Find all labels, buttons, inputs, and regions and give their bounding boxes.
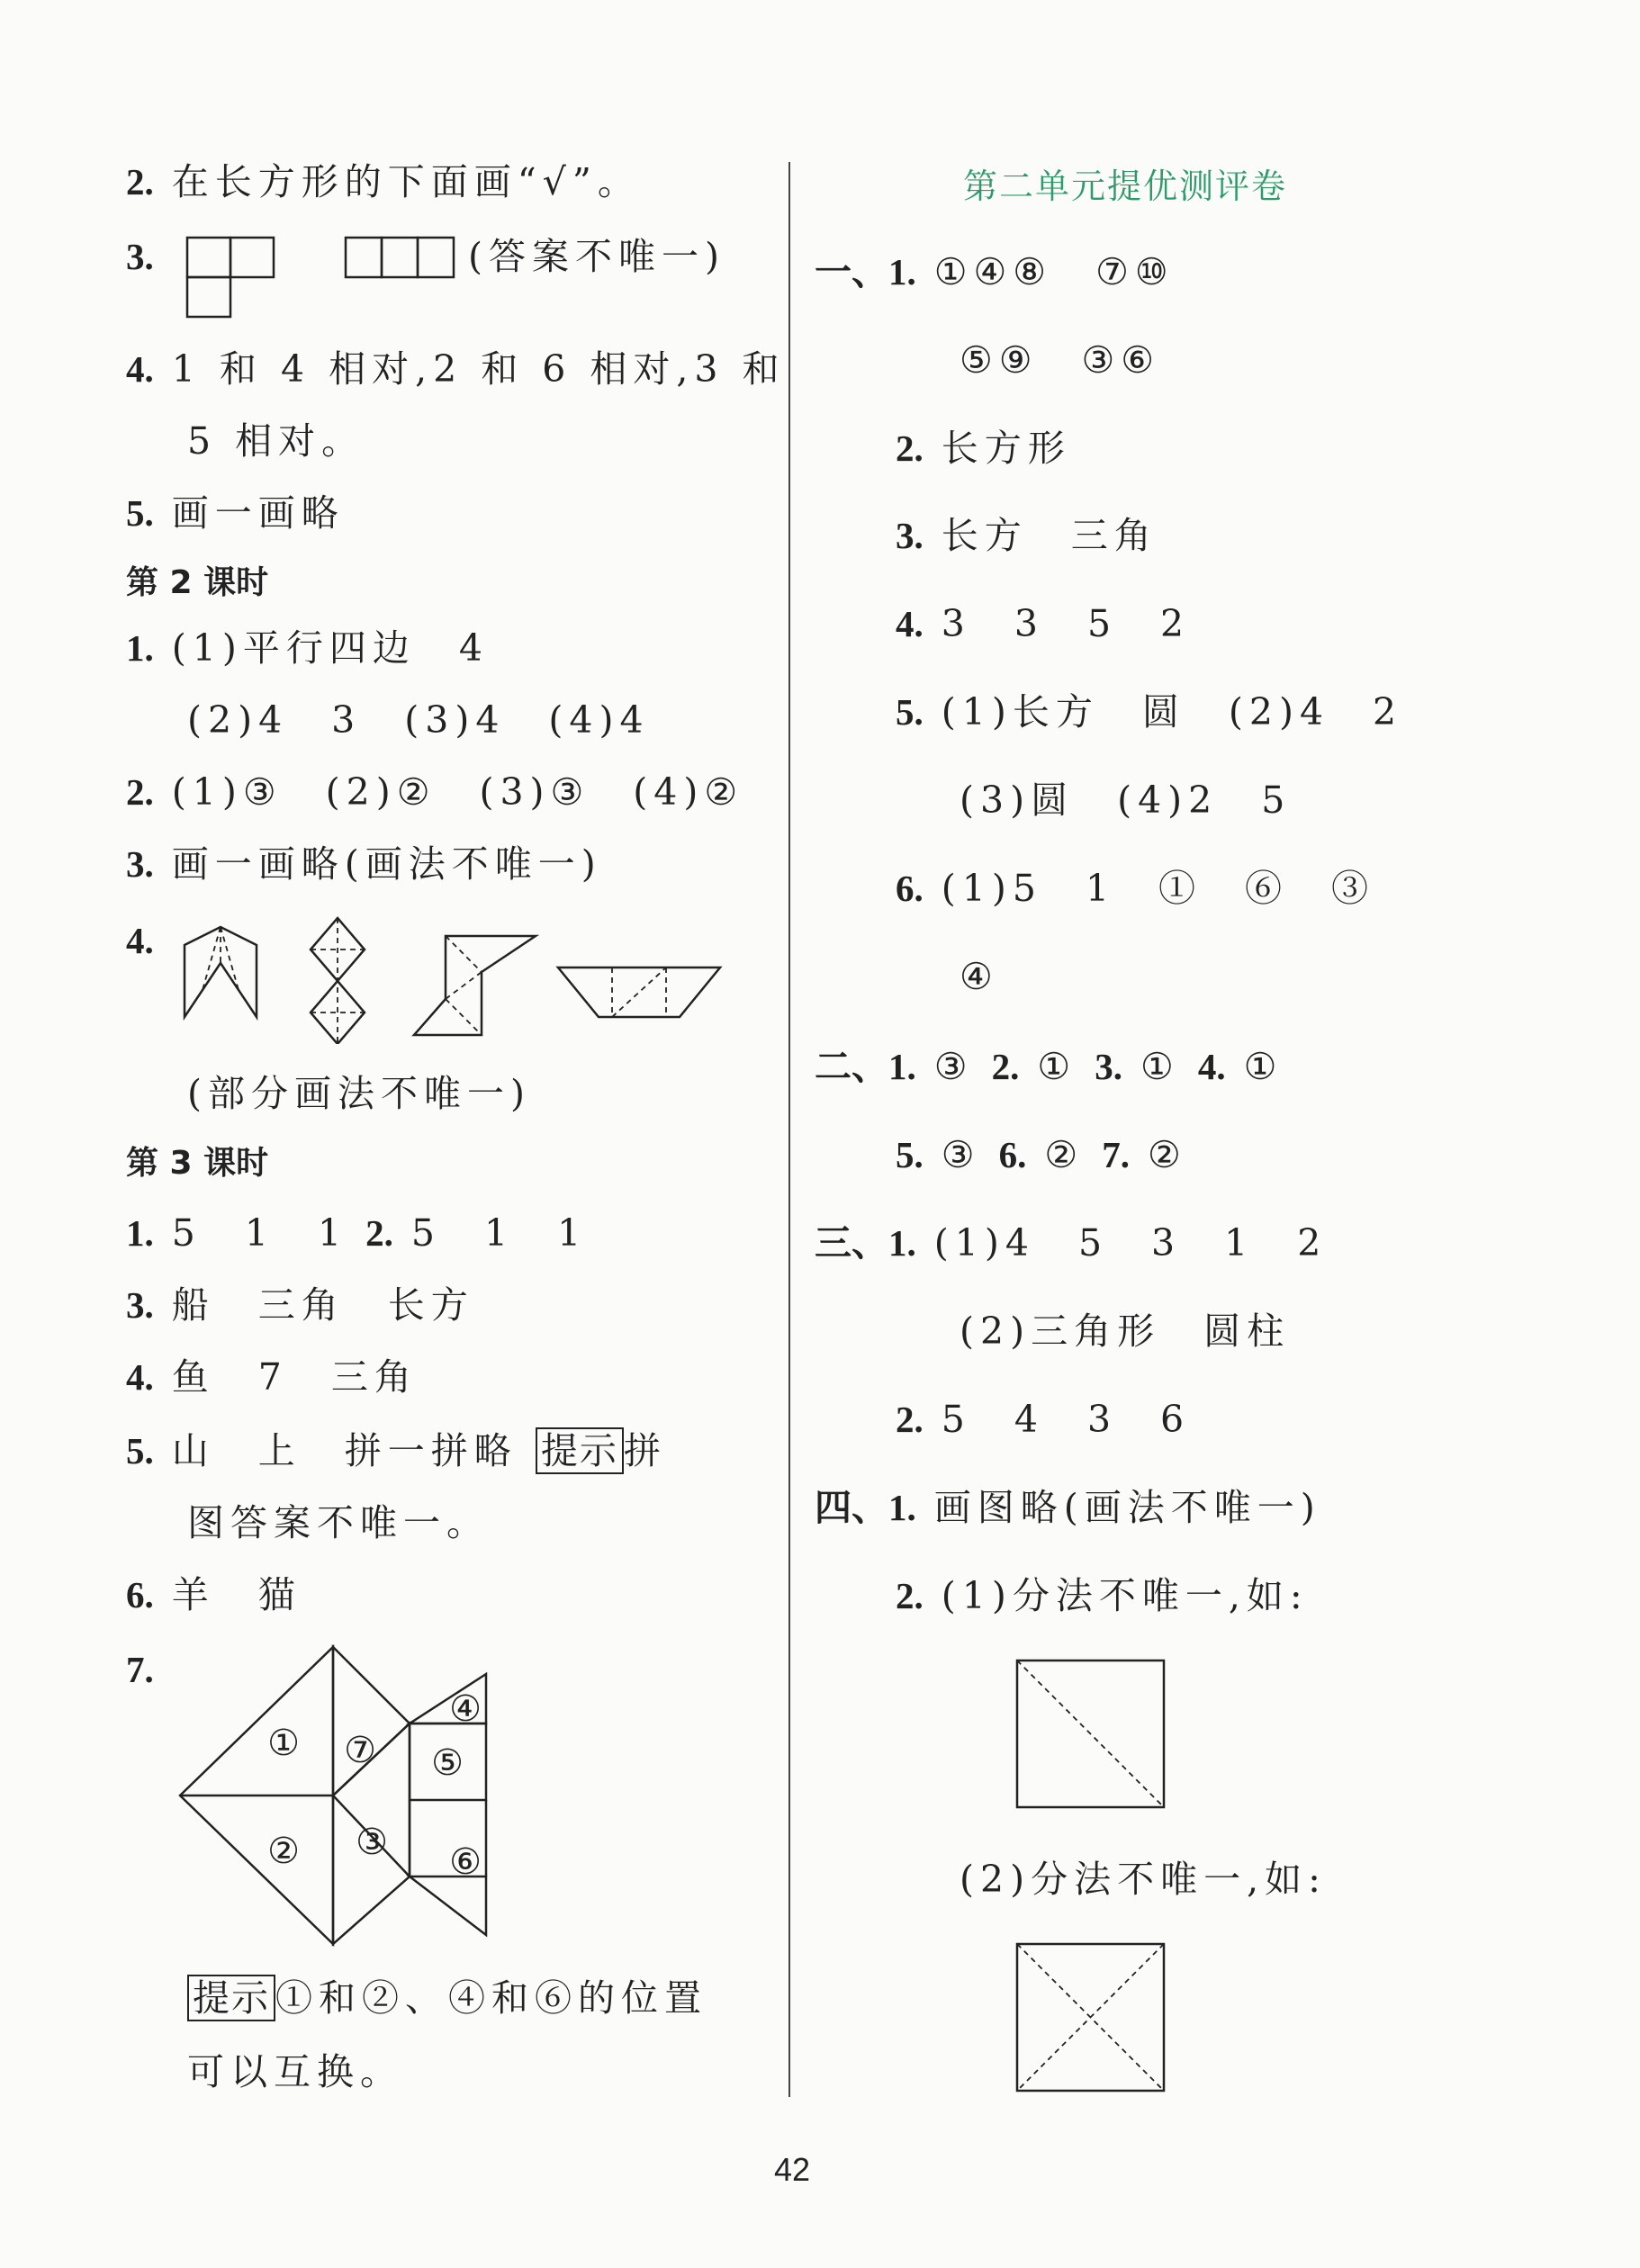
tip-text: ①和②、④和⑥的位置 xyxy=(275,1976,707,2020)
answer-text: (1)4 5 3 1 2 xyxy=(933,1221,1328,1264)
question-number: 5. xyxy=(896,1134,924,1175)
answer-line xyxy=(815,1045,1284,1088)
answer-line xyxy=(896,867,1375,910)
question-number: 2. xyxy=(365,1212,393,1254)
answer-continuation: ④ xyxy=(960,955,999,998)
question-number: 2. xyxy=(896,428,924,469)
question-number: 3. xyxy=(1095,1046,1122,1087)
answer-text: ① xyxy=(1037,1045,1077,1088)
answer-text: 3 3 5 2 xyxy=(941,602,1191,645)
answer-text: 山 上 拼一拼略 xyxy=(171,1429,518,1472)
answer-text: ①④⑧ ⑦⑩ xyxy=(933,250,1175,293)
question-number: 4. xyxy=(126,348,154,390)
answer-text: 长方形 xyxy=(941,427,1071,470)
question-number: 3. xyxy=(126,236,154,277)
section-heading: 第 3 课时 xyxy=(126,1145,269,1182)
answer-line xyxy=(126,1429,667,1472)
answer-text: ② xyxy=(1148,1133,1187,1176)
answer-text: ① xyxy=(1243,1045,1284,1088)
section-heading: 第 2 课时 xyxy=(126,564,269,601)
fish-label-5: ⑤ xyxy=(431,1742,464,1784)
answer-line xyxy=(815,250,1175,293)
answer-note: (部分画法不唯一) xyxy=(187,1072,531,1115)
answer-line xyxy=(896,1133,1187,1176)
column-divider xyxy=(788,162,790,2097)
answer-text: 鱼 7 三角 xyxy=(171,1355,418,1399)
tangram-fish-figure xyxy=(176,1638,509,1962)
question-number: 一、1. xyxy=(815,251,916,292)
answer-line xyxy=(126,842,602,886)
question-number: 2. xyxy=(126,161,154,202)
answer-continuation: (2)三角形 圆柱 xyxy=(960,1310,1291,1353)
grid-shape-l xyxy=(180,232,288,322)
question-number: 二、1. xyxy=(815,1046,916,1087)
section-title: 第二单元提优测评卷 xyxy=(963,166,1288,206)
answer-text: ② xyxy=(1044,1133,1085,1176)
answer-text: ① xyxy=(1140,1045,1180,1088)
answer-line xyxy=(126,347,786,391)
answer-line xyxy=(126,1649,154,1690)
answer-line xyxy=(126,160,641,203)
question-number: 7. xyxy=(126,1649,154,1690)
answer-line xyxy=(815,1221,1328,1264)
answer-text: ③ xyxy=(933,1045,974,1088)
fish-label-1: ① xyxy=(267,1723,300,1764)
tip-line xyxy=(187,1976,707,2020)
question-number: 2. xyxy=(896,1399,924,1440)
question-number: 3. xyxy=(126,1284,154,1326)
square-cross-figure xyxy=(1013,1940,1170,2097)
answer-continuation: (2)4 3 (3)4 (4)4 xyxy=(187,698,650,742)
answer-line xyxy=(896,427,1071,470)
question-number: 2. xyxy=(991,1046,1020,1087)
answer-text: (1)平行四边 4 xyxy=(171,626,489,670)
page-number: 42 xyxy=(774,2151,811,2188)
question-number: 1. xyxy=(126,1212,154,1254)
fish-label-7: ⑦ xyxy=(344,1730,376,1771)
tip-continuation: 可以互换。 xyxy=(187,2050,403,2093)
answer-text: (1)5 1 ① ⑥ ③ xyxy=(941,867,1375,910)
answer-line xyxy=(126,626,489,670)
answer-text: ③ xyxy=(941,1133,981,1176)
answer-text: 画一画略 xyxy=(171,491,345,535)
question-number: 5. xyxy=(896,691,924,733)
answer-line xyxy=(896,514,1158,557)
question-number: 7. xyxy=(1102,1134,1130,1175)
answer-text: 5 4 3 6 xyxy=(941,1398,1191,1441)
fish-label-3: ③ xyxy=(356,1822,388,1863)
question-number: 6. xyxy=(896,868,924,909)
question-number: 6. xyxy=(126,1574,154,1616)
answer-line xyxy=(896,690,1403,734)
question-number: 2. xyxy=(126,771,154,813)
fish-label-6: ⑥ xyxy=(449,1841,482,1883)
answer-text: 羊 猫 xyxy=(171,1573,302,1616)
answer-line xyxy=(126,1573,302,1616)
question-number: 6. xyxy=(998,1134,1027,1175)
tip-label: 提示 xyxy=(536,1427,624,1474)
question-number: 四、1. xyxy=(815,1487,916,1528)
answer-note: (答案不唯一) xyxy=(468,235,725,278)
answer-text: (1)分法不唯一,如: xyxy=(941,1574,1309,1617)
question-number: 2. xyxy=(896,1575,924,1616)
question-number: 1. xyxy=(126,627,154,669)
answer-line xyxy=(896,1574,1309,1617)
square-diagonal-figure xyxy=(1013,1656,1170,1814)
answer-text: 长方 三角 xyxy=(941,514,1158,557)
fish-label-4: ④ xyxy=(449,1688,482,1730)
answer-continuation: 5 相对。 xyxy=(187,419,365,463)
answer-line xyxy=(126,922,154,959)
question-number: 4. xyxy=(126,920,154,961)
question-number: 3. xyxy=(896,515,924,556)
answer-continuation: 图答案不唯一。 xyxy=(187,1501,490,1544)
answer-text: 1 和 4 相对,2 和 6 相对,3 和 xyxy=(171,347,786,391)
answer-line xyxy=(896,1398,1191,1441)
question-number: 4. xyxy=(126,1356,154,1398)
answer-line xyxy=(126,1211,588,1255)
answer-line: (2)分法不唯一,如: xyxy=(960,1858,1327,1901)
answer-continuation: (3)圆 (4)2 5 xyxy=(960,778,1292,822)
answer-line xyxy=(126,1355,418,1399)
answer-text: 画一画略(画法不唯一) xyxy=(171,842,602,886)
answer-text: (1)长方 圆 (2)4 2 xyxy=(941,690,1403,734)
answer-text: (1)③ (2)② (3)③ (4)② xyxy=(171,770,744,814)
question-number: 3. xyxy=(126,843,154,885)
grid-shape-row xyxy=(342,232,468,286)
answer-line xyxy=(815,1486,1321,1529)
answer-text: 5 1 1 xyxy=(410,1211,588,1255)
answer-text: 5 1 1 xyxy=(171,1211,348,1255)
answer-text: 画图略(画法不唯一) xyxy=(933,1486,1321,1529)
question-number: 5. xyxy=(126,492,154,534)
folded-shapes-figure xyxy=(176,909,734,1044)
question-number: 5. xyxy=(126,1430,154,1472)
answer-continuation: ⑤⑨ ③⑥ xyxy=(960,338,1161,382)
tip-label: 提示 xyxy=(187,1975,275,2021)
answer-line xyxy=(126,770,744,814)
answer-text: 拼 xyxy=(623,1429,667,1472)
question-number: 三、1. xyxy=(815,1222,916,1264)
answer-text: 在长方形的下面画“√”。 xyxy=(171,160,641,203)
answer-line xyxy=(126,238,154,275)
answer-text: 船 三角 长方 xyxy=(171,1283,474,1327)
question-number: 4. xyxy=(896,603,924,644)
answer-line xyxy=(126,1283,474,1327)
answer-line xyxy=(126,491,345,535)
question-number: 4. xyxy=(1197,1046,1226,1087)
fish-label-2: ② xyxy=(267,1831,300,1872)
answer-line xyxy=(896,602,1191,645)
